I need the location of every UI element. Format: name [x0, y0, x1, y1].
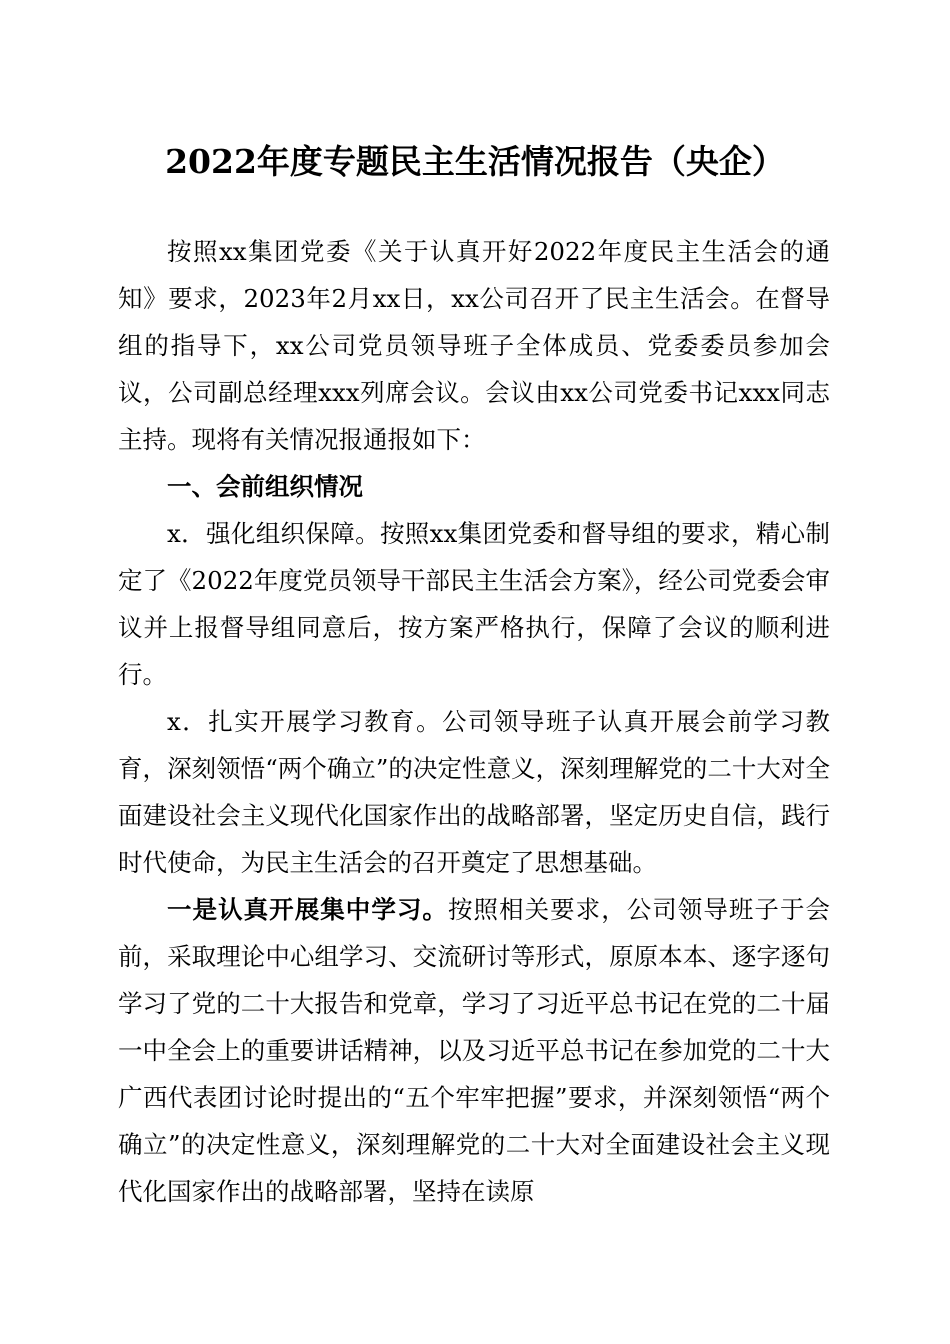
paragraph-lead: 一是认真开展集中学习。 — [167, 895, 448, 924]
paragraph-study: x．扎实开展学习教育。公司领导班子认真开展会前学习教育，深刻领悟“两个确立”的决定性意义，深刻理解党的二十大对全面建设社会主义现代化国家作出的战略部署，坚定历史自信，践行时代使命，为民主生活会的召开奠定了思想基础。 — [118, 707, 830, 877]
document-body — [118, 228, 830, 1215]
section-heading: 一、会前组织情况 — [167, 472, 363, 501]
page-title: 2022年度专题民主生活情况报告（央企） — [165, 142, 785, 181]
intro-paragraph: 按照xx集团党委《关于认真开好2022年度民主生活会的通知》要求，2023年2月xx日，xx公司召开了民主生活会。在督导组的指导下，xx公司党员领导班子全体成员、党委委员参加会议，公司副总经理xxx列席会议。会议由xx公司党委书记xxx同志主持。现将有关情况报通报如下： — [118, 237, 830, 454]
paragraph-organization: x．强化组织保障。按照xx集团党委和督导组的要求，精心制定了《2022年度党员领导干部民主生活会方案》，经公司党委会审议并上报督导组同意后，按方案严格执行，保障了会议的顺利进行。 — [118, 519, 830, 689]
paragraph-collective-study — [118, 886, 830, 1215]
paragraph-text: 按照相关要求，公司领导班子于会前，采取理论中心组学习、交流研讨等形式，原原本本、逐字逐句学习了党的二十大报告和党章，学习了习近平总书记在党的二十届一中全会上的重要讲话精神，以及习近平总书记在参加党的二十大广西代表团讨论时提出的“五个牢牢把握”要求，并深刻领悟“两个确立”的决定性意义，深刻理解党的二十大对全面建设社会主义现代化国家作出的战略部署，坚持在读原 — [118, 895, 831, 1206]
